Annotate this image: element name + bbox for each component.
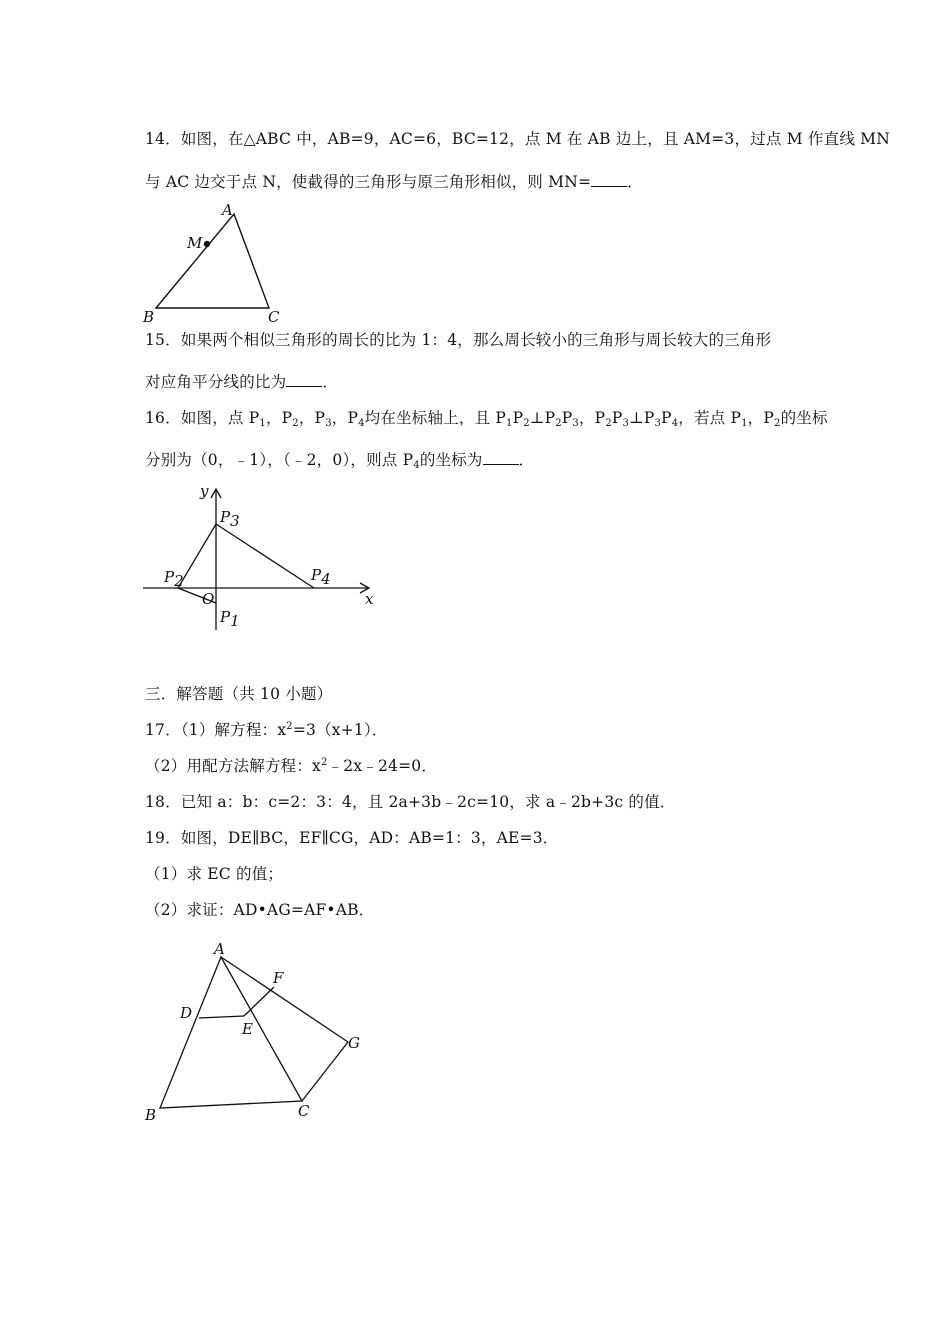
label-p2: P2: [164, 568, 184, 590]
answer-blank: [286, 374, 322, 387]
label-p3: P3: [220, 508, 240, 530]
label-a: A: [214, 940, 225, 958]
point-m: [204, 241, 210, 247]
answer-blank: [483, 452, 519, 465]
label-a: A: [222, 201, 233, 219]
label-m: M: [187, 234, 203, 252]
q17-line-2: （2）用配方法解方程：$x^2﹣2x﹣24=0$．: [145, 757, 438, 775]
q14-line-1: 14．如图，在△ABC 中，AB=9，AC=6，BC=12，点 M 在 AB 边上，且 AM=3，过点 M 作直线 MN: [145, 130, 890, 148]
segment-cg: [302, 1042, 348, 1101]
label-d: D: [180, 1004, 193, 1022]
segment-de: [199, 1016, 244, 1018]
label-p4: P4: [311, 566, 331, 588]
q19-line-2: （1）求 EC 的值；: [145, 865, 284, 883]
label-x: x: [365, 590, 374, 608]
answer-blank: [591, 174, 627, 187]
q15-line-2: 对应角平分线的比为 ．: [145, 373, 339, 391]
label-b: B: [143, 308, 155, 326]
q19-geometry-figure: [140, 940, 380, 1130]
label-c: C: [268, 308, 280, 326]
label-c: C: [298, 1102, 310, 1120]
label-y: y: [200, 482, 209, 500]
triangle-abc: [156, 214, 269, 308]
label-g: G: [348, 1034, 360, 1052]
q16-coordinate-figure: [138, 482, 388, 642]
q17-line-1: 17．（1）解方程：$x^2=3(x+1)$．: [145, 721, 388, 739]
label-b: B: [145, 1106, 157, 1124]
q15-line-1: 15．如果两个相似三角形的周长的比为 1：4，那么周长较小的三角形与周长较大的三角形: [145, 331, 772, 349]
q14-triangle-figure: [138, 200, 308, 325]
q16-line-2: 分别为（0，﹣1），（﹣2，0），则点 $P_4$的坐标为 ．: [145, 451, 535, 471]
q16-line-1: 16．如图，点 $P_1$，$P_2$，$P_3$，$P_4$均在坐标轴上，且 $P_1P_2\perp P_2P_3$，$P_2P_3\perp P_3P_4$，若点 $P_1$，$P_2$的坐标: [145, 409, 828, 429]
q18-line: 18．已知 a：b：c=2：3：4，且 2a+3b﹣2c=10，求 a﹣2b+3c 的值．: [145, 793, 676, 811]
q19-line-1: 19．如图，DE∥BC，EF∥CG，AD：AB=1：3，AE=3．: [145, 829, 559, 847]
segment-ag: [221, 957, 348, 1042]
label-f: F: [273, 969, 284, 987]
path-p1-p2-p3-p4: [178, 524, 314, 603]
q14-line-2: 与 AC 边交于点 N，使截得的三角形与原三角形相似，则 MN= ．: [145, 173, 643, 191]
label-p1: P1: [220, 608, 240, 630]
segment-ef: [244, 987, 274, 1016]
section-3-heading: 三．解答题（共 10 小题）: [145, 685, 333, 703]
q19-line-3: （2）求证：AD•AG=AF•AB．: [145, 901, 375, 919]
label-o: O: [202, 590, 215, 608]
label-e: E: [242, 1020, 253, 1038]
